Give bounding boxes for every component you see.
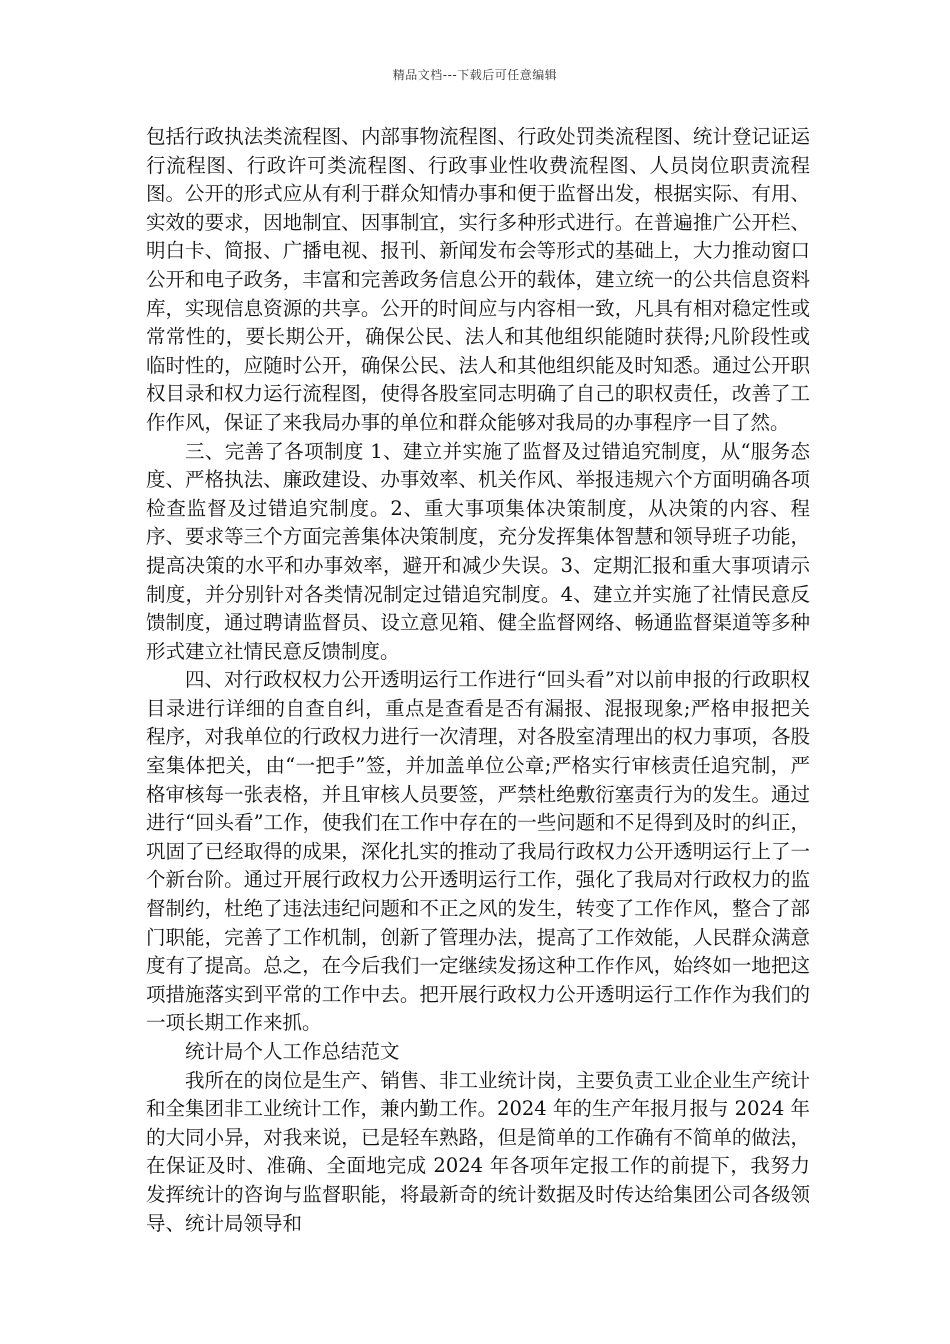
paragraph-3: 四、对行政权权力公开透明运行工作进行“回头看”对以前申报的行政职权目录进行详细的自查自纠，重点是查看是否有漏报、混报现象;严格申报把关程序，对我单位的行政权力进行一次清理，对各股室清理出的权力事项，各股室集体把关，由“一把手”签，并加盖单位公章;严格实行审核责任追究制，严格审核每一张表格，并且审核人员要签，严禁杜绝敷衍塞责行为的发生。通过进行“回头看”工作，使我们在工作中存在的一些问题和不足得到及时的纠正，巩固了已经取得的成果，深化扎实的推动了我局行政权力公开透明运行上了一个新台阶。通过开展行政权力公开透明运行工作，强化了我局对行政权力的监督制约，杜绝了违法违纪问题和不正之风的发生，转变了工作作风，整合了部门职能，完善了工作机制，创新了管理办法，提高了工作效能，人民群众满意度有了提高。总之，在今后我们一定继续发扬这种工作作风，始终如一地把这项措施落实到平常的工作中去。把开展行政权力公开透明运行工作作为我们的一项长期工作来抓。 [146,668,810,1035]
page-header: 精品文档---下载后可任意编辑 [392,68,558,82]
document-body [146,123,810,1238]
section-title: 统计局个人工作总结范文 [185,1040,400,1063]
paragraph-1: 包括行政执法类流程图、内部事物流程图、行政处罚类流程图、统计登记证运行流程图、行政许可类流程图、行政事业性收费流程图、人员岗位职责流程图。公开的形式应从有利于群众知情办事和便于监督出发，根据实际、有用、实效的要求，因地制宜、因事制宜，实行多种形式进行。在普遍推广公开栏、明白卡、简报、广播电视、报刊、新闻发布会等形式的基础上，大力推动窗口公开和电子政务，丰富和完善政务信息公开的载体，建立统一的公共信息资料库，实现信息资源的共享。公开的时间应与内容相一致，凡具有相对稳定性或常常性的，要长期公开，确保公民、法人和其他组织能随时获得;凡阶段性或临时性的，应随时公开，确保公民、法人和其他组织能及时知悉。通过公开职权目录和权力运行流程图，使得各股室同志明确了自己的职权责任，改善了工作作风，保证了来我局办事的单位和群众能够对我局的办事程序一目了然。 [146,125,810,434]
paragraph-4: 我所在的岗位是生产、销售、非工业统计岗，主要负责工业企业生产统计和全集团非工业统计工作，兼内勤工作。2024 年的生产年报月报与 2024 年的大同小异，对我来说，已是轻车熟路，但是简单的工作确有不简单的做法，在保证及时、准确、全面地完成 2024 年各项年定报工作的前提下，我努力发挥统计的咨询与监督职能，将最新奇的统计数据及时传达给集团公司各级领导、统计局领导和 [146,1068,810,1235]
paragraph-2: 三、完善了各项制度 1、建立并实施了监督及过错追究制度，从“服务态度、严格执法、廉政建设、办事效率、机关作风、举报违规六个方面明确各项检查监督及过错追究制度。2、重大事项集体决策制度，从决策的内容、程序、要求等三个方面完善集体决策制度，充分发挥集体智慧和领导班子功能，提高决策的水平和办事效率，避开和减少失误。3、定期汇报和重大事项请示制度，并分别针对各类情况制定过错追究制度。4、建立并实施了社情民意反馈制度，通过聘请监督员、设立意见箱、健全监督网络、畅通监督渠道等多种形式建立社情民意反馈制度。 [146,439,810,663]
